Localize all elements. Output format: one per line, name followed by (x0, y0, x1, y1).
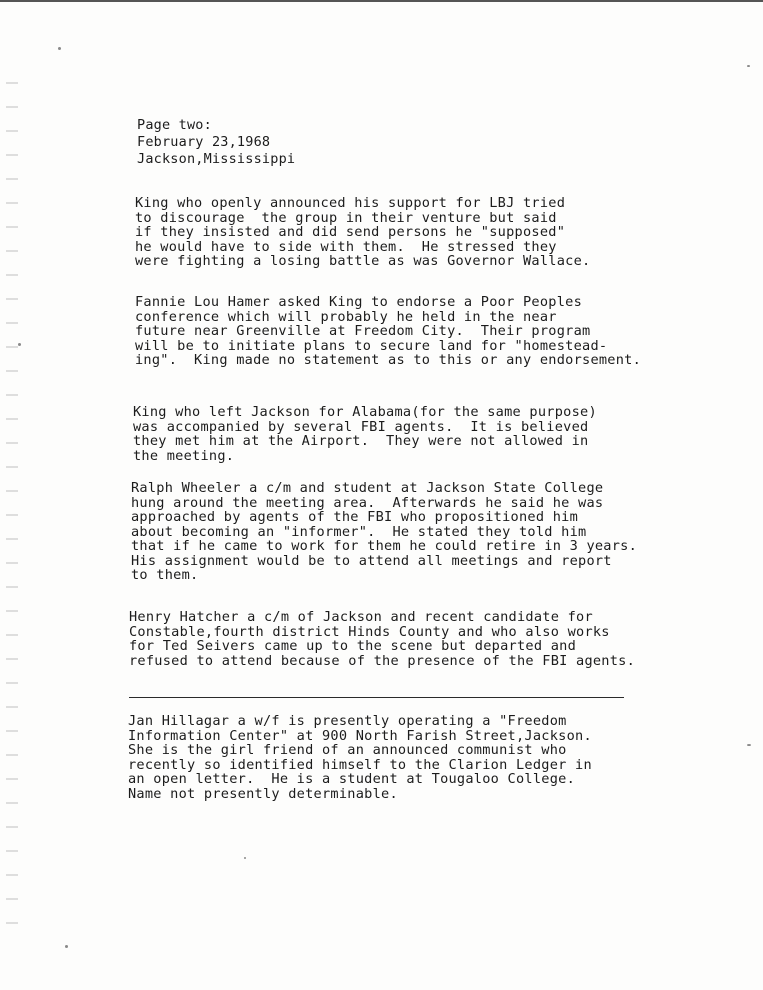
text-line: hung around the meeting area. Afterwards he said he was (131, 494, 604, 511)
header-page-number: Page two: (137, 117, 212, 133)
text-line: ing". King made no statement as to this or any endorsement. (135, 352, 642, 368)
paragraph-hillagar (128, 714, 592, 801)
text-line: that if he came to work for them he could retire in 3 years. (131, 538, 638, 554)
text-line: Henry Hatcher a c/m of Jackson and recent candidate for (129, 609, 593, 625)
text-line: the meeting. (133, 447, 235, 464)
paragraph-hamer-conference (135, 295, 641, 368)
scan-speck (18, 343, 21, 346)
paragraph-king-support (135, 196, 590, 269)
text-line: were fighting a losing battle as was Governor Wallace. (135, 253, 591, 269)
scan-margin-marks (6, 60, 18, 940)
text-line: recently so identified himself to the Clarion Ledger in (128, 756, 592, 773)
paragraph-wheeler (131, 481, 637, 583)
scan-speck (65, 945, 68, 948)
text-line: Jan Hillagar a w/f is presently operating a "Freedom (128, 713, 567, 729)
text-line: Name not presently determinable. (128, 785, 398, 802)
text-line: King who left Jackson for Alabama(for the same purpose) (133, 404, 597, 420)
text-line: for Ted Seivers came up to the scene but departed and (129, 638, 577, 654)
text-line: refused to attend because of the presence of the FBI agents. (129, 652, 636, 669)
text-line: Information Center" at 900 North Farish Street,Jackson. (128, 727, 592, 744)
page-header (137, 117, 295, 168)
header-date: February 23,1968 (137, 134, 271, 150)
text-line: conference which will probably he held in the near (135, 308, 557, 325)
paragraph-hatcher (129, 610, 635, 668)
text-line: was accompanied by several FBI agents. It is believed (133, 418, 589, 435)
text-line: approached by agents of the FBI who propositioned him (131, 509, 579, 525)
text-line: His assignment would be to attend all meetings and report (131, 552, 612, 569)
text-line: She is the girl friend of an announced communist who (128, 742, 567, 758)
text-line: King who openly announced his support for LBJ tried (135, 195, 566, 211)
header-location: Jackson,Mississippi (137, 151, 296, 167)
text-line: will be to initiate plans to secure land for "homestead- (135, 337, 608, 354)
scan-speck (58, 47, 61, 50)
text-line: Constable,fourth district Hinds County and who also works (129, 623, 610, 640)
text-line: Ralph Wheeler a c/m and student at Jackson State College (131, 480, 604, 496)
text-line: future near Greenville at Freedom City. Their program (135, 323, 591, 339)
section-divider (129, 697, 624, 698)
paragraph-king-departure (133, 405, 597, 463)
scan-speck (747, 744, 751, 746)
scan-speck (747, 65, 750, 67)
text-line: Fannie Lou Hamer asked King to endorse a Poor Peoples (135, 294, 583, 310)
text-line: they met him at the Airport. They were not allowed in (133, 433, 589, 449)
text-line: an open letter. He is a student at Tougaloo College. (128, 771, 576, 787)
text-line: he would have to side with them. He stressed they (135, 238, 557, 255)
text-line: if they insisted and did send persons he "supposed" (135, 224, 566, 240)
text-line: to discourage the group in their venture but said (135, 209, 557, 226)
text-line: to them. (131, 567, 199, 583)
text-line: about becoming an "informer". He stated they told him (131, 523, 587, 540)
scan-speck (244, 857, 246, 859)
page-top-edge (0, 0, 763, 6)
